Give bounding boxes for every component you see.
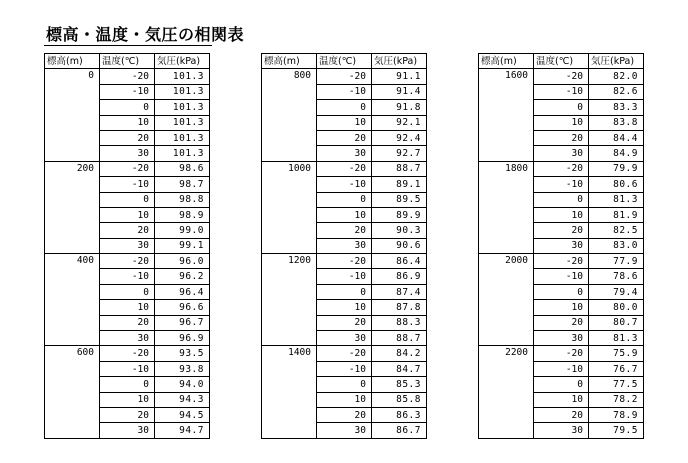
table-row bbox=[262, 346, 427, 361]
pressure-cell: 92.4 bbox=[372, 130, 427, 145]
temperature-cell: 30 bbox=[534, 238, 589, 253]
temperature-cell: 0 bbox=[534, 100, 589, 115]
temperature-cell: 0 bbox=[317, 284, 372, 299]
pressure-cell: 96.9 bbox=[155, 331, 210, 346]
altitude-cell: 1400 bbox=[262, 346, 317, 438]
temperature-cell: 20 bbox=[317, 315, 372, 330]
pressure-cell: 86.4 bbox=[372, 254, 427, 269]
temperature-cell: -10 bbox=[534, 361, 589, 376]
temperature-cell: 30 bbox=[100, 238, 155, 253]
altitude-cell: 1600 bbox=[479, 69, 534, 161]
header-temperature: 温度(℃) bbox=[534, 54, 589, 69]
temperature-cell: 10 bbox=[534, 207, 589, 222]
pressure-cell: 92.1 bbox=[372, 115, 427, 130]
temperature-cell: 30 bbox=[317, 146, 372, 161]
pressure-cell: 101.3 bbox=[155, 84, 210, 99]
pressure-cell: 93.5 bbox=[155, 346, 210, 361]
altitude-cell: 1000 bbox=[262, 161, 317, 253]
header-pressure: 気圧(kPa) bbox=[372, 54, 427, 69]
pressure-cell: 94.7 bbox=[155, 423, 210, 438]
pressure-cell: 101.3 bbox=[155, 130, 210, 145]
pressure-cell: 98.8 bbox=[155, 192, 210, 207]
pressure-cell: 99.0 bbox=[155, 223, 210, 238]
altitude-cell: 0 bbox=[45, 69, 100, 161]
temperature-cell: -20 bbox=[100, 161, 155, 176]
temperature-cell: -20 bbox=[317, 254, 372, 269]
temperature-cell: -10 bbox=[534, 84, 589, 99]
header-altitude: 標高(m) bbox=[45, 54, 100, 69]
table-row bbox=[45, 254, 210, 269]
pressure-cell: 84.4 bbox=[589, 130, 644, 145]
correlation-table bbox=[261, 53, 427, 439]
pressure-cell: 94.3 bbox=[155, 392, 210, 407]
temperature-cell: -10 bbox=[317, 84, 372, 99]
temperature-cell: 20 bbox=[534, 130, 589, 145]
temperature-cell: 10 bbox=[100, 115, 155, 130]
pressure-cell: 89.5 bbox=[372, 192, 427, 207]
temperature-cell: -20 bbox=[534, 69, 589, 84]
header-row bbox=[262, 54, 427, 69]
temperature-cell: -10 bbox=[100, 361, 155, 376]
altitude-cell: 2200 bbox=[479, 346, 534, 438]
temperature-cell: 10 bbox=[534, 300, 589, 315]
altitude-cell: 800 bbox=[262, 69, 317, 161]
pressure-cell: 80.6 bbox=[589, 177, 644, 192]
pressure-cell: 88.3 bbox=[372, 315, 427, 330]
pressure-cell: 94.5 bbox=[155, 407, 210, 422]
temperature-cell: 10 bbox=[317, 207, 372, 222]
header-altitude: 標高(m) bbox=[479, 54, 534, 69]
table-row bbox=[262, 254, 427, 269]
temperature-cell: 30 bbox=[100, 146, 155, 161]
temperature-cell: 20 bbox=[317, 223, 372, 238]
temperature-cell: 20 bbox=[534, 223, 589, 238]
pressure-cell: 84.9 bbox=[589, 146, 644, 161]
temperature-cell: 20 bbox=[100, 130, 155, 145]
header-temperature: 温度(℃) bbox=[317, 54, 372, 69]
temperature-cell: 20 bbox=[534, 407, 589, 422]
pressure-cell: 82.0 bbox=[589, 69, 644, 84]
temperature-cell: -10 bbox=[100, 269, 155, 284]
altitude-cell: 200 bbox=[45, 161, 100, 253]
pressure-cell: 86.7 bbox=[372, 423, 427, 438]
pressure-cell: 80.0 bbox=[589, 300, 644, 315]
temperature-cell: -20 bbox=[534, 254, 589, 269]
pressure-cell: 83.0 bbox=[589, 238, 644, 253]
correlation-table bbox=[478, 53, 644, 439]
temperature-cell: -10 bbox=[317, 269, 372, 284]
pressure-cell: 89.9 bbox=[372, 207, 427, 222]
temperature-cell: 10 bbox=[100, 392, 155, 407]
temperature-cell: 10 bbox=[100, 300, 155, 315]
temperature-cell: 20 bbox=[317, 130, 372, 145]
pressure-cell: 82.5 bbox=[589, 223, 644, 238]
pressure-cell: 79.9 bbox=[589, 161, 644, 176]
pressure-cell: 88.7 bbox=[372, 161, 427, 176]
pressure-cell: 91.8 bbox=[372, 100, 427, 115]
pressure-cell: 91.1 bbox=[372, 69, 427, 84]
pressure-cell: 82.6 bbox=[589, 84, 644, 99]
table-row bbox=[262, 69, 427, 84]
temperature-cell: 30 bbox=[100, 423, 155, 438]
pressure-cell: 89.1 bbox=[372, 177, 427, 192]
table-row bbox=[45, 161, 210, 176]
temperature-cell: -10 bbox=[317, 177, 372, 192]
pressure-cell: 91.4 bbox=[372, 84, 427, 99]
pressure-cell: 90.6 bbox=[372, 238, 427, 253]
pressure-cell: 79.5 bbox=[589, 423, 644, 438]
temperature-cell: -10 bbox=[534, 269, 589, 284]
pressure-cell: 77.5 bbox=[589, 377, 644, 392]
altitude-cell: 1800 bbox=[479, 161, 534, 253]
header-row bbox=[45, 54, 210, 69]
temperature-cell: 0 bbox=[317, 192, 372, 207]
pressure-cell: 96.4 bbox=[155, 284, 210, 299]
header-temperature: 温度(℃) bbox=[100, 54, 155, 69]
altitude-cell: 2000 bbox=[479, 254, 534, 346]
pressure-cell: 85.3 bbox=[372, 377, 427, 392]
temperature-cell: 0 bbox=[534, 377, 589, 392]
pressure-cell: 78.2 bbox=[589, 392, 644, 407]
temperature-cell: 30 bbox=[317, 331, 372, 346]
pressure-cell: 99.1 bbox=[155, 238, 210, 253]
temperature-cell: 20 bbox=[317, 407, 372, 422]
temperature-cell: 0 bbox=[534, 284, 589, 299]
page-title: 標高・温度・気圧の相関表 bbox=[46, 25, 245, 44]
temperature-cell: 10 bbox=[317, 115, 372, 130]
temperature-cell: 0 bbox=[317, 377, 372, 392]
pressure-cell: 101.3 bbox=[155, 69, 210, 84]
temperature-cell: 0 bbox=[534, 192, 589, 207]
altitude-cell: 1200 bbox=[262, 254, 317, 346]
pressure-cell: 81.3 bbox=[589, 192, 644, 207]
pressure-cell: 86.9 bbox=[372, 269, 427, 284]
temperature-cell: 10 bbox=[317, 300, 372, 315]
header-altitude: 標高(m) bbox=[262, 54, 317, 69]
table-row bbox=[262, 161, 427, 176]
temperature-cell: 0 bbox=[100, 100, 155, 115]
temperature-cell: 0 bbox=[100, 284, 155, 299]
temperature-cell: 20 bbox=[100, 407, 155, 422]
temperature-cell: -10 bbox=[100, 177, 155, 192]
pressure-cell: 85.8 bbox=[372, 392, 427, 407]
temperature-cell: 30 bbox=[317, 238, 372, 253]
temperature-cell: -20 bbox=[317, 161, 372, 176]
temperature-cell: 10 bbox=[100, 207, 155, 222]
temperature-cell: 0 bbox=[100, 377, 155, 392]
table-row bbox=[479, 69, 644, 84]
temperature-cell: -10 bbox=[317, 361, 372, 376]
pressure-cell: 93.8 bbox=[155, 361, 210, 376]
temperature-cell: 10 bbox=[317, 392, 372, 407]
pressure-cell: 87.8 bbox=[372, 300, 427, 315]
temperature-cell: -20 bbox=[100, 254, 155, 269]
temperature-cell: 30 bbox=[534, 146, 589, 161]
temperature-cell: 30 bbox=[534, 423, 589, 438]
pressure-cell: 81.3 bbox=[589, 331, 644, 346]
correlation-table bbox=[44, 53, 210, 439]
pressure-cell: 98.6 bbox=[155, 161, 210, 176]
header-row bbox=[479, 54, 644, 69]
temperature-cell: 20 bbox=[100, 223, 155, 238]
header-pressure: 気圧(kPa) bbox=[589, 54, 644, 69]
pressure-cell: 101.3 bbox=[155, 100, 210, 115]
table-row bbox=[479, 346, 644, 361]
pressure-cell: 75.9 bbox=[589, 346, 644, 361]
table-row bbox=[45, 346, 210, 361]
pressure-cell: 87.4 bbox=[372, 284, 427, 299]
pressure-cell: 96.0 bbox=[155, 254, 210, 269]
pressure-cell: 92.7 bbox=[372, 146, 427, 161]
pressure-cell: 81.9 bbox=[589, 207, 644, 222]
title-underline bbox=[44, 45, 212, 46]
pressure-cell: 78.6 bbox=[589, 269, 644, 284]
pressure-cell: 76.7 bbox=[589, 361, 644, 376]
header-pressure: 気圧(kPa) bbox=[155, 54, 210, 69]
pressure-cell: 83.8 bbox=[589, 115, 644, 130]
pressure-cell: 101.3 bbox=[155, 115, 210, 130]
temperature-cell: 10 bbox=[534, 115, 589, 130]
temperature-cell: 30 bbox=[534, 331, 589, 346]
pressure-cell: 77.9 bbox=[589, 254, 644, 269]
temperature-cell: 30 bbox=[100, 331, 155, 346]
temperature-cell: 10 bbox=[534, 392, 589, 407]
pressure-cell: 96.2 bbox=[155, 269, 210, 284]
altitude-cell: 400 bbox=[45, 254, 100, 346]
temperature-cell: 20 bbox=[534, 315, 589, 330]
temperature-cell: -20 bbox=[317, 346, 372, 361]
pressure-cell: 101.3 bbox=[155, 146, 210, 161]
temperature-cell: 30 bbox=[317, 423, 372, 438]
pressure-cell: 79.4 bbox=[589, 284, 644, 299]
pressure-cell: 78.9 bbox=[589, 407, 644, 422]
altitude-cell: 600 bbox=[45, 346, 100, 438]
pressure-cell: 80.7 bbox=[589, 315, 644, 330]
temperature-cell: 0 bbox=[317, 100, 372, 115]
temperature-cell: -20 bbox=[534, 161, 589, 176]
temperature-cell: 20 bbox=[100, 315, 155, 330]
temperature-cell: -20 bbox=[534, 346, 589, 361]
pressure-cell: 83.3 bbox=[589, 100, 644, 115]
temperature-cell: 0 bbox=[100, 192, 155, 207]
pressure-cell: 96.6 bbox=[155, 300, 210, 315]
table-row bbox=[45, 69, 210, 84]
pressure-cell: 84.7 bbox=[372, 361, 427, 376]
temperature-cell: -10 bbox=[534, 177, 589, 192]
pressure-cell: 96.7 bbox=[155, 315, 210, 330]
temperature-cell: -10 bbox=[100, 84, 155, 99]
temperature-cell: -20 bbox=[100, 346, 155, 361]
table-row bbox=[479, 161, 644, 176]
pressure-cell: 88.7 bbox=[372, 331, 427, 346]
pressure-cell: 98.9 bbox=[155, 207, 210, 222]
table-row bbox=[479, 254, 644, 269]
pressure-cell: 98.7 bbox=[155, 177, 210, 192]
pressure-cell: 84.2 bbox=[372, 346, 427, 361]
temperature-cell: -20 bbox=[317, 69, 372, 84]
pressure-cell: 90.3 bbox=[372, 223, 427, 238]
temperature-cell: -20 bbox=[100, 69, 155, 84]
pressure-cell: 94.0 bbox=[155, 377, 210, 392]
pressure-cell: 86.3 bbox=[372, 407, 427, 422]
